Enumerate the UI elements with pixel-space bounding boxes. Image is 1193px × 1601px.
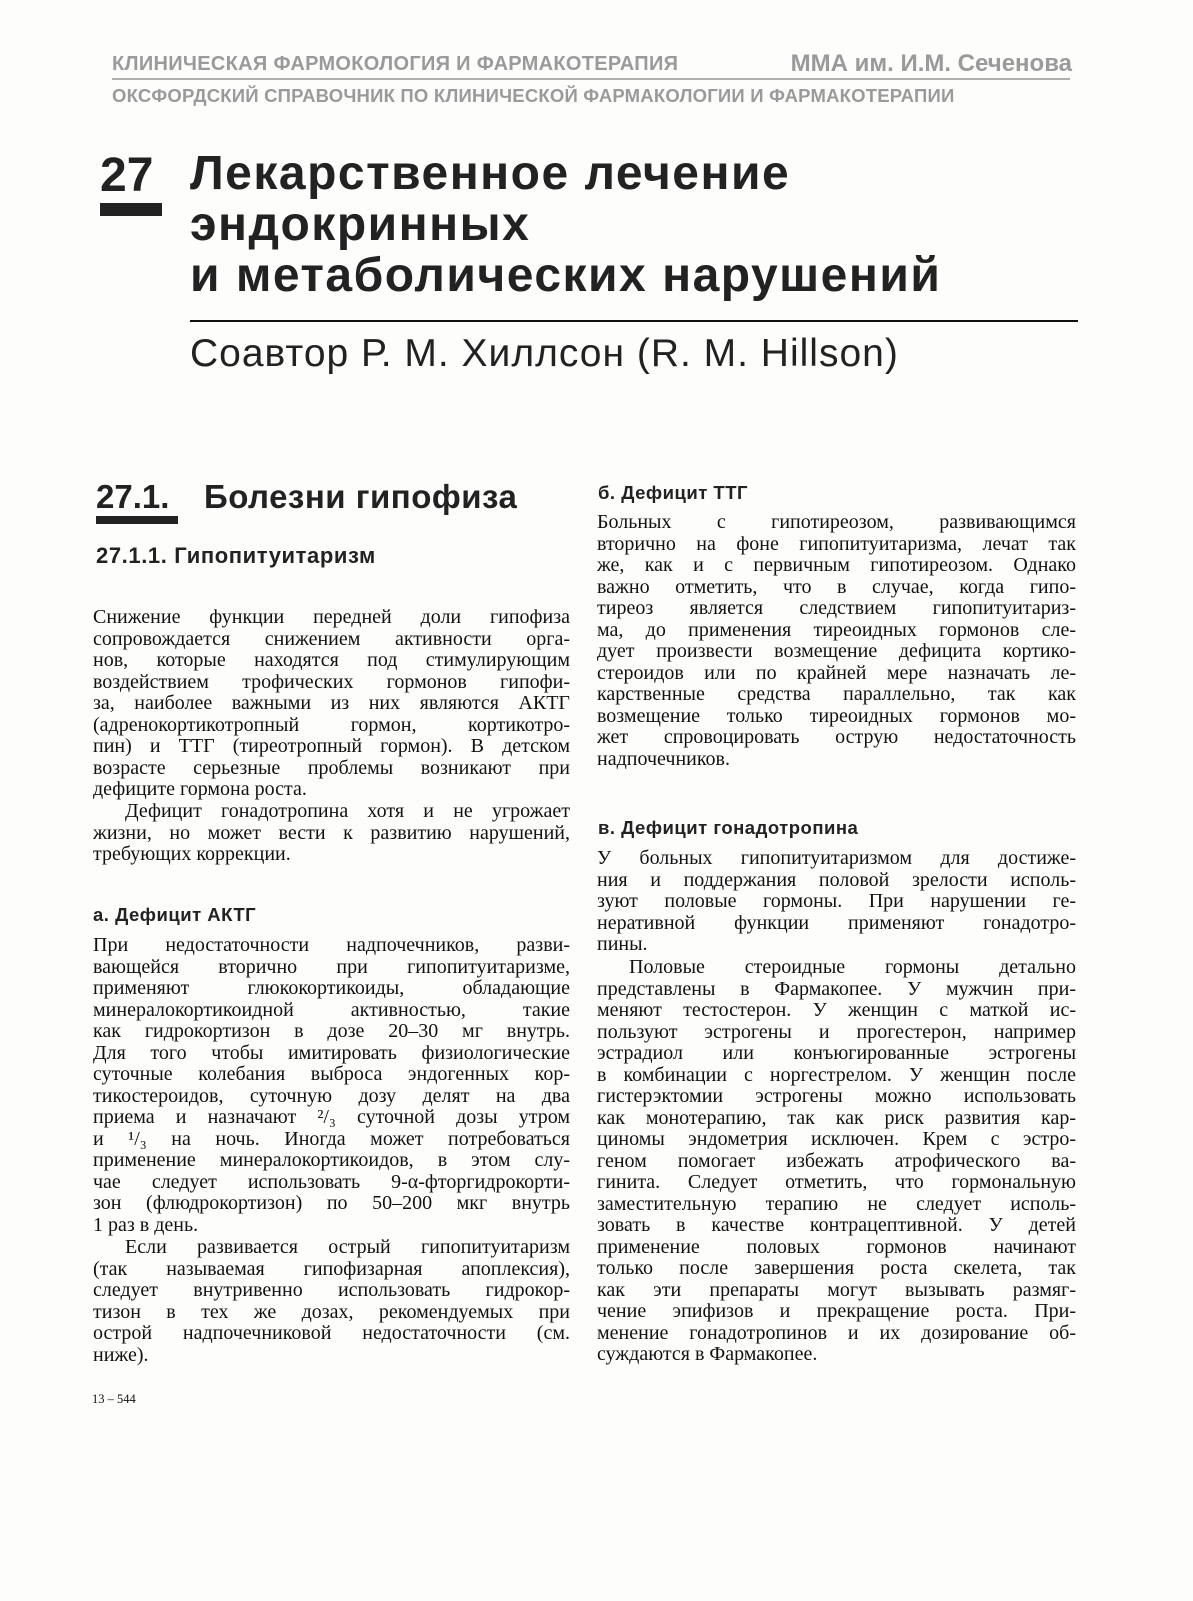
text-line: жет спровоцировать острую недостаточность xyxy=(597,726,1076,748)
text-line: пользуют эстрогены и прогестерон, например xyxy=(597,1020,1076,1043)
text-line: карственные средства параллельно, так как xyxy=(597,683,1076,705)
paragraph-intro-1 xyxy=(93,607,570,801)
heading-tsh-deficit: б. Дефицит ТТГ xyxy=(598,482,748,503)
text-line: неративной функции применяют гонадотро- xyxy=(597,911,1076,934)
text-line: пин) и ТТГ (тиреотропный гормон). В детском xyxy=(93,735,570,757)
header-divider xyxy=(112,78,1070,80)
text-line: же, как и с первичным гипотиреозом. Однако xyxy=(597,554,1076,576)
section-title: Болезни гипофиза xyxy=(204,478,518,515)
paragraph-intro-2 xyxy=(93,801,570,866)
text-line: как гидрокортизон в дозе 20–30 мг внутрь. xyxy=(93,1020,570,1042)
text-line: пины. xyxy=(597,933,648,955)
subsection-title: 27.1.1. Гипопитуитаризм xyxy=(96,543,376,568)
coauthor-line: Соавтор Р. М. Хиллсон (R. M. Hillson) xyxy=(190,332,899,375)
text-line: вторично на фоне гипопитуитаризма, лечат так xyxy=(597,532,1076,555)
paragraph-tsh-1 xyxy=(597,512,1076,770)
header-course-title: КЛИНИЧЕСКАЯ ФАРМОКОЛОГИЯ И ФАРМАКОТЕРАПИЯ xyxy=(112,53,679,75)
chapter-title-line: Лекарственное лечение xyxy=(190,147,791,200)
chapter-title-line: эндокринных xyxy=(190,198,531,251)
text-line: Больных с гипотиреозом, развивающимся xyxy=(597,511,1076,533)
header-institution: ММА им. И.М. Сеченова xyxy=(790,50,1072,77)
text-line: Для того чтобы имитировать физиологические xyxy=(93,1041,570,1064)
heading-acth-deficit: а. Дефицит АКТГ xyxy=(93,904,257,925)
text-line: представлены в Фармакопее. У мужчин при- xyxy=(597,977,1076,1000)
text-line: минералокортикоидной активностью, такие xyxy=(93,998,570,1021)
text-line: стероидов или по крайней мере назначать ле- xyxy=(597,661,1076,684)
text-line: геном помогает избежать атрофического ва- xyxy=(597,1149,1076,1172)
text-line: сопровождается снижением активности орга- xyxy=(93,627,570,650)
text-line: заместительную терапию не следует исполь- xyxy=(597,1192,1076,1215)
text-line: возмещение только тиреоидных гормонов мо- xyxy=(597,704,1076,727)
paragraph-gonadotropin-1 xyxy=(597,848,1076,956)
text-line: суточные колебания выброса эндогенных кор- xyxy=(93,1063,570,1085)
text-line: ма, до применения тиреоидных гормонов сле- xyxy=(597,618,1076,641)
text-line: дует произвести возмещение дефицита кортико- xyxy=(597,640,1076,662)
text-line: зуют половые гормоны. При нарушении ге- xyxy=(597,890,1076,912)
text-line: тиреоз является следствием гипопитуитариз- xyxy=(597,597,1076,619)
text-line: зовать в качестве контрацептивной. У детей xyxy=(597,1214,1076,1236)
text-line: При недостаточности надпочечников, разви- xyxy=(93,934,570,956)
text-line: У больных гипопитуитаризмом для достиже- xyxy=(597,847,1076,869)
text-line: Если развивается острый гипопитуитаризм xyxy=(125,1236,570,1258)
text-line: эстрадиол или конъюгированные эстрогены xyxy=(597,1042,1076,1064)
chapter-number-bar xyxy=(100,203,162,216)
text-line: нов, которые находятся под стимулирующим xyxy=(93,649,570,671)
text-line: циномы эндометрия исключен. Крем с эстро- xyxy=(597,1128,1076,1150)
text-line: менение гонадотропинов и их дозирование об- xyxy=(597,1321,1076,1344)
text-line: и ¹/₃ на ночь. Иногда может потребоваться xyxy=(93,1127,570,1150)
text-line: 1 раз в день. xyxy=(93,1213,199,1236)
section-number-bar xyxy=(96,516,178,524)
text-line: в комбинации с норгестрелом. У женщин после xyxy=(597,1063,1076,1086)
text-line: требующих коррекции. xyxy=(93,843,291,865)
text-line: вающейся вторично при гипопитуитаризме, xyxy=(93,955,570,978)
text-line: приема и назначают ²/₃ суточной дозы утром xyxy=(93,1106,570,1128)
text-line: суждаются в Фармакопее. xyxy=(597,1343,818,1365)
text-line: за, наиболее важными из них являются АКТГ xyxy=(93,692,570,714)
text-line: ния и поддержания половой зрелости исполь- xyxy=(597,868,1076,891)
text-line: жизни, но может вести к развитию нарушений, xyxy=(93,821,570,844)
printer-signature: 13 – 544 xyxy=(92,1392,136,1406)
chapter-title xyxy=(190,148,941,301)
text-line: только после завершения роста скелета, так xyxy=(597,1257,1076,1279)
text-line: ниже). xyxy=(93,1343,149,1366)
text-line: следует внутривенно использовать гидрокор- xyxy=(93,1279,570,1301)
text-line: чение эпифизов и прекращение роста. При- xyxy=(597,1300,1076,1322)
text-line: Половые стероидные гормоны детально xyxy=(629,956,1076,978)
text-line: как монотерапию, так как риск развития кар- xyxy=(597,1106,1076,1129)
text-line: острой надпочечниковой недостаточности (см. xyxy=(93,1322,570,1344)
text-line: как эти препараты могут вызывать размяг- xyxy=(597,1278,1076,1301)
text-line: дефиците гормона роста. xyxy=(93,778,307,800)
text-line: (адренокортикотропный гормон, кортикотро- xyxy=(93,713,570,736)
chapter-title-line: и метаболических нарушений xyxy=(190,249,942,302)
header-book-title: ОКСФОРДСКИЙ СПРАВОЧНИК ПО КЛИНИЧЕСКОЙ ФАРМАКОЛОГИИ И ФАРМАКОТЕРАПИИ xyxy=(112,85,955,106)
section-number: 27.1. xyxy=(96,478,170,515)
text-line: тикостероидов, суточную дозу делят на два xyxy=(93,1084,570,1107)
text-line: воздействием трофических гормонов гипофи- xyxy=(93,670,570,693)
text-line: применение минералокортикоидов, в этом слу- xyxy=(93,1149,570,1171)
paragraph-gonadotropin-2 xyxy=(597,957,1076,1366)
heading-gonadotropin-deficit: в. Дефицит гонадотропина xyxy=(598,817,859,838)
paragraph-acth-2 xyxy=(93,1237,570,1366)
text-line: Снижение функции передней доли гипофиза xyxy=(93,606,570,628)
text-line: Дефицит гонадотропина хотя и не угрожает xyxy=(125,800,570,822)
text-line: тизон в тех же дозах, рекомендуемых при xyxy=(93,1300,570,1323)
text-line: (так называемая гипофизарная апоплексия), xyxy=(93,1257,570,1280)
paragraph-acth-1 xyxy=(93,935,570,1236)
text-line: возрасте серьезные проблемы возникают при xyxy=(93,756,570,779)
text-line: важно отметить, что в случае, когда гипо- xyxy=(597,575,1076,598)
text-line: зон (флюдрокортизон) по 50–200 мкг внутрь xyxy=(93,1192,570,1214)
text-line: гистерэктомии эстрогены можно использовать xyxy=(597,1085,1076,1107)
text-line: применение половых гормонов начинают xyxy=(597,1235,1076,1258)
text-line: гинита. Следует отметить, что гормональную xyxy=(597,1171,1076,1193)
text-line: меняют тестостерон. У женщин с маткой ис- xyxy=(597,999,1076,1021)
text-line: применяют глюкокортикоиды, обладающие xyxy=(93,977,570,999)
text-line: надпочечников. xyxy=(597,747,730,770)
chapter-number: 27 xyxy=(100,149,154,202)
title-divider xyxy=(190,320,1078,322)
text-line: чае следует использовать 9-α-фторгидрокорти- xyxy=(93,1170,570,1193)
